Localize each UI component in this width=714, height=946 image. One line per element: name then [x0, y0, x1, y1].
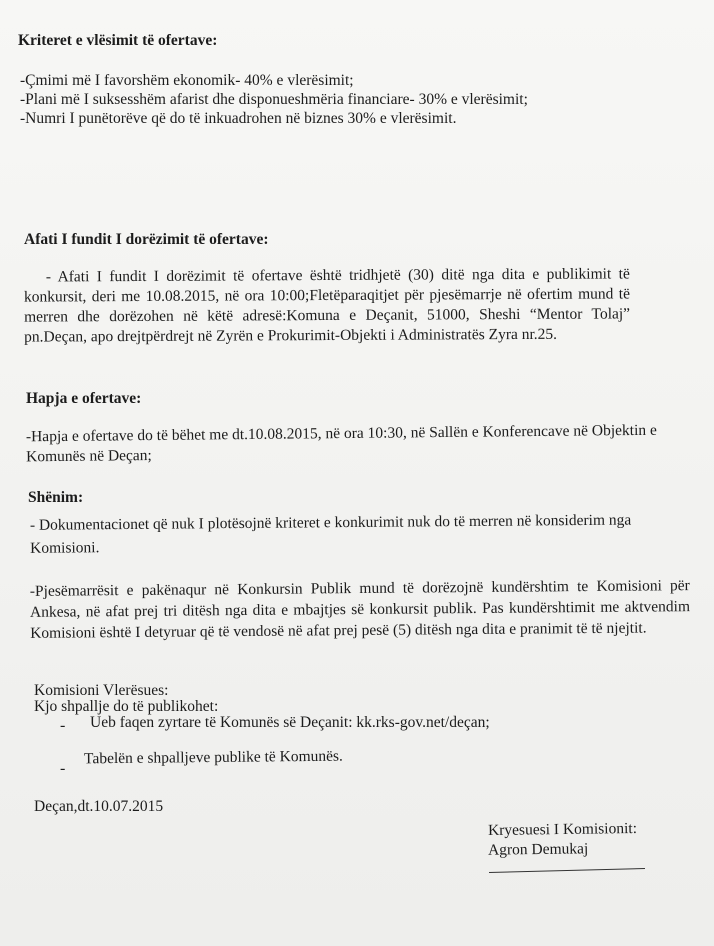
opening-heading: Hapja e ofertave: [26, 390, 142, 407]
criteria-item-1: -Çmimi më I favorshëm ekonomik- 40% e vlerësimit; [20, 72, 354, 89]
bullet-dash-1: - [60, 717, 66, 734]
signature-line [489, 868, 645, 873]
criteria-heading: Kriteret e vlësimit të ofertave: [18, 32, 218, 49]
note-heading: Shënim: [28, 489, 84, 506]
note-paragraph-1: - Dokumentacionet që nuk I plotësojnë kriteret e konkurimit nuk do të merren në konsiderim nga Komisioni. [29, 511, 632, 557]
deadline-paragraph: - Afati I fundit I dorëzimit të ofertave është tridhjetë (30) ditë nga dita e publikimit të konkursit, deri me 10.08.2015, në ora 10:00;Fletëparaqitjet për pjesëmarrje në ofertim mund të merren dhe dorëzohen në këtë adresë:Komuna e Deçanit, 51000, Sheshi “Mentor Tolaj” pn.Deçan, apo drejtpërdrejt në Zyrën e Prokurimit-Objekti i Administratës Zyra nr.25. [23, 265, 631, 346]
signature-title: Kryesuesi I Komisionit: [487, 819, 638, 840]
publish-intro: Kjo shpallje do të publikohet: [34, 698, 219, 715]
place-date: Deçan,dt.10.07.2015 [34, 798, 164, 815]
opening-paragraph: -Hapja e ofertave do të bëhet me dt.10.08.2015, në ora 10:30, në Sallën e Konferencave në Objektin e Komunës në Deçan; [25, 421, 657, 466]
commission-label: Komisioni Vlerësues: [34, 682, 169, 699]
signature-name: Agron Demukaj [487, 840, 589, 859]
bullet-dash-2: - [60, 760, 66, 777]
criteria-item-2: -Plani më I suksesshëm afarist dhe disponueshmëria financiare- 30% e vlerësimit; [20, 91, 528, 108]
note-paragraph-2: -Pjesëmarrësit e pakënaqur në Konkursin Publik mund të dorëzojnë kundërshtim te Komisioni për Ankesa, në afat prej tri ditësh nga dita e mbajtjes së konkursit publik. Pas kundërshtimit me aktvendim Komisioni është I detyruar që të vendosë në afat prej pesë (5) ditësh nga dita e pranimit të të njejtit. [29, 577, 691, 642]
criteria-item-3: -Numri I punëtorëve që do të inkuadrohen në biznes 30% e vlerësimit. [20, 110, 457, 127]
deadline-heading: Afati I fundit I dorëzimit të ofertave: [24, 231, 269, 248]
publish-channel-board: Tabelën e shpalljeve publike të Komunës. [83, 747, 343, 768]
publish-channel-website: Ueb faqen zyrtare të Komunës së Deçanit: kk.rks-gov.net/deçan; [90, 714, 490, 731]
